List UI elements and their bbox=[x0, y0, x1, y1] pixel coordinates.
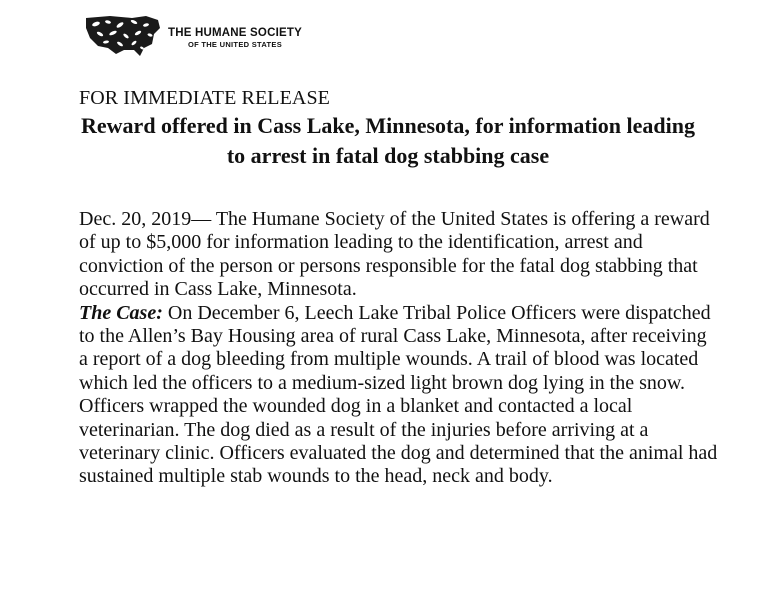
case-text: On December 6, Leech Lake Tribal Police Officers were dispatched to the Allen’s Bay Housing area of rural Cass Lake, Minnesota, after receiving a report of a dog bleeding from multiple wounds. A trail of blood was located which led the officers to a medium-sized light brown dog lying in the snow. Officers wrapped the wounded dog in a blanket and contacted a local veterinarian. The dog died as a result of the injuries before arriving at a veterinary clinic. Officers evaluated the dog and determined that the animal had sustained multiple stab wounds to the head, neck and body. bbox=[79, 301, 718, 488]
intro-paragraph: Dec. 20, 2019— The Humane Society of the United States is offering a reward of up to $5,000 for information leading to the identification, arrest and conviction of the person or persons responsible for the fatal dog stabbing that occurred in Cass Lake, Minnesota. bbox=[79, 208, 710, 301]
hsus-logo bbox=[80, 10, 302, 60]
case-label: The Case: bbox=[79, 301, 163, 324]
article-body bbox=[79, 208, 719, 489]
org-name-line2: OF THE UNITED STATES bbox=[187, 40, 282, 50]
org-name bbox=[168, 27, 302, 49]
headline: Reward offered in Cass Lake, Minnesota, for information leading to arrest in fatal dog stabbing case bbox=[81, 113, 695, 168]
release-label: FOR IMMEDIATE RELEASE bbox=[79, 87, 330, 109]
case-paragraph bbox=[79, 302, 719, 489]
usa-map-animals-logo-icon bbox=[80, 10, 164, 60]
org-name-line1: THE HUMANE SOCIETY bbox=[168, 27, 302, 40]
